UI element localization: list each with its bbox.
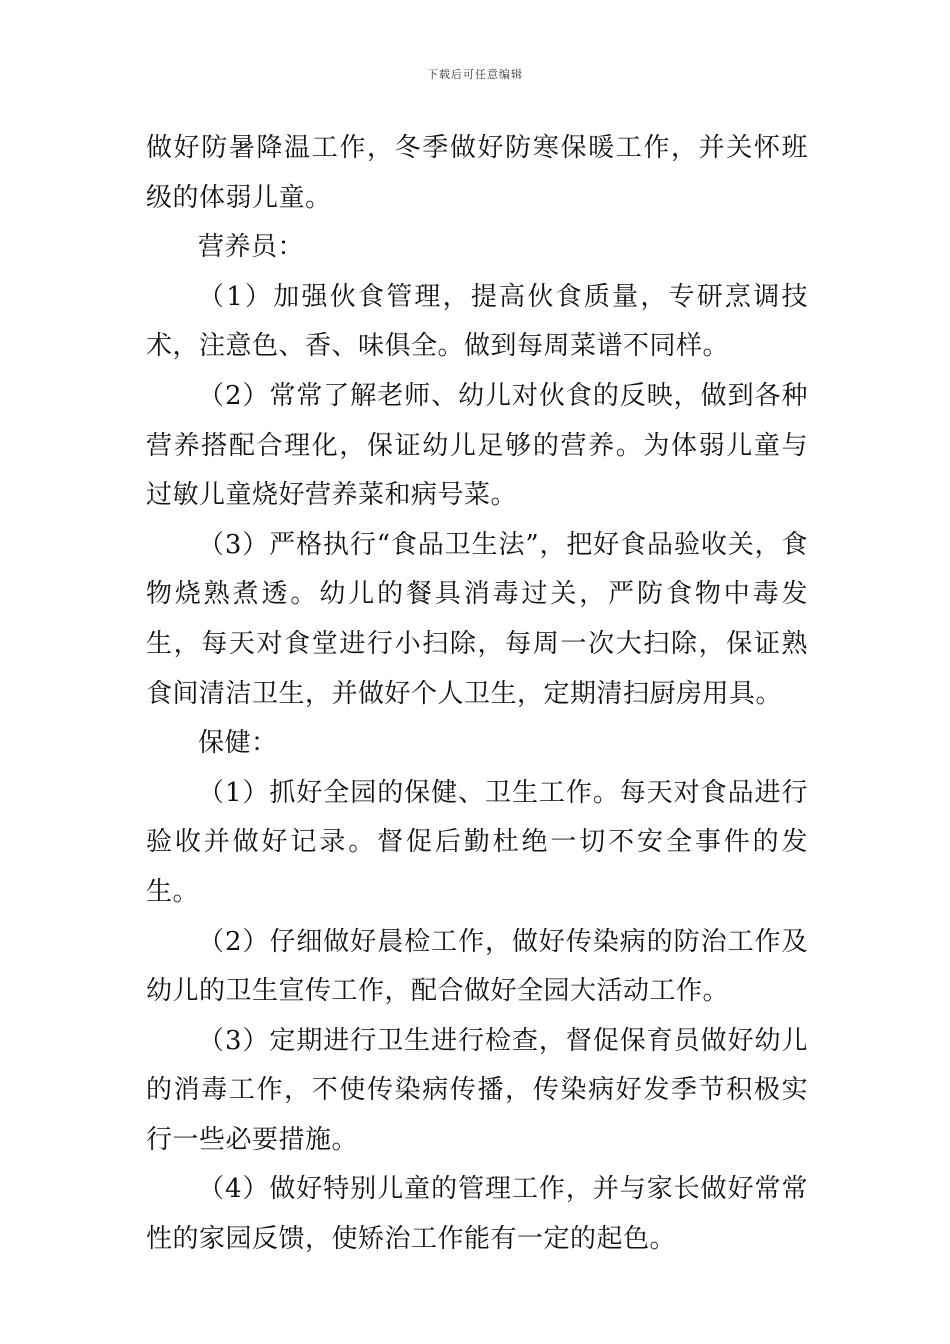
paragraph-healthcare-3: （3）定期进行卫生进行检查，督促保育员做好幼儿的消毒工作，不使传染病传播，传染病好发季节积极实行一些必要措施。 — [146, 1025, 808, 1155]
paragraph-continuation: 做好防暑降温工作，冬季做好防寒保暖工作，并关怀班级的体弱儿童。 — [146, 133, 808, 213]
paragraph-healthcare-1: （1）抓好全园的保健、卫生工作。每天对食品进行验收并做好记录。督促后勤杜绝一切不安全事件的发生。 — [146, 777, 808, 907]
header-note: 下载后可任意编辑 — [427, 68, 523, 81]
document-body — [146, 124, 808, 1265]
paragraph-nutritionist-2: （2）常常了解老师、幼儿对伙食的反映，做到各种营养搭配合理化，保证幼儿足够的营养。为体弱儿童与过敏儿童烧好营养菜和病号菜。 — [146, 380, 808, 511]
paragraph-nutritionist-3: （3）严格执行“食品卫生法”，把好食品验收关，食物烧熟煮透。幼儿的餐具消毒过关，严防食物中毒发生，每天对食堂进行小扫除，每周一次大扫除，保证熟食间清洁卫生，并做好个人卫生，定期清扫厨房用具。 — [146, 529, 808, 709]
paragraph-nutritionist-1: （1）加强伙食管理，提高伙食质量，专研烹调技术，注意色、香、味俱全。做到每周菜谱不同样。 — [146, 281, 808, 362]
section-heading-healthcare: 保健： — [198, 728, 278, 759]
paragraph-healthcare-2: （2）仔细做好晨检工作，做好传染病的防治工作及幼儿的卫生宣传工作，配合做好全园大活动工作。 — [146, 926, 808, 1007]
section-heading-nutritionist: 营养员： — [198, 232, 305, 263]
paragraph-healthcare-4: （4）做好特别儿童的管理工作，并与家长做好常常性的家园反馈，使矫治工作能有一定的起色。 — [146, 1174, 808, 1255]
